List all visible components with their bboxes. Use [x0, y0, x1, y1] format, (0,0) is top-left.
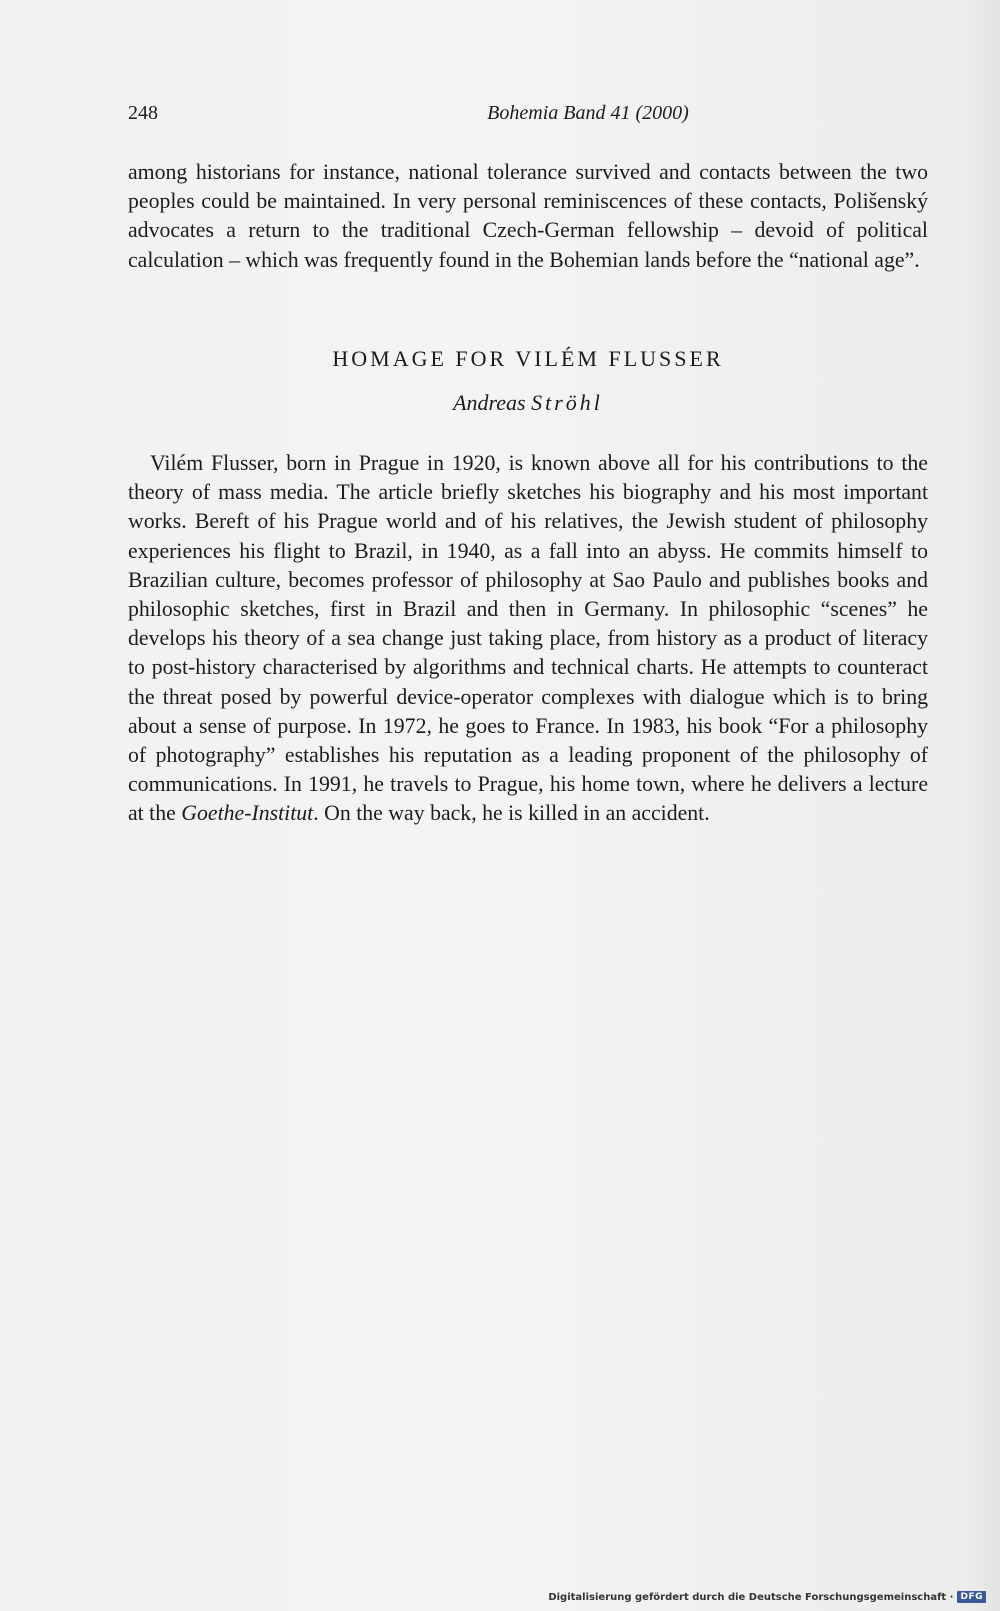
abstract-text: Vilém Flusser, born in Prague in 1920, is known above all for his contributions to the theory of mass media. The article briefly sketches his biography and his most important works. Bereft of his Prague world and of his relatives, the Jewish student of philosophy experiences his flight to Brazil, in 1940, as a fall into an abyss. He commits himself to Brazilian culture, becomes professor of philosophy at Sao Paulo and publishes books and philosophic sketches, first in Brazil and then in Germany. In philosophic “scenes” he develops his theory of a sea change just taking place, from history as a product of literacy to post-history characterised by algorithms and technical charts. He attempts to counteract the threat posed by powerful device-operator complexes with dialogue which is to bring about a sense of purpose. In 1972, he goes to France. In 1983, his book “For a philosophy of photography” establishes his reputation as a leading proponent of the philosophy of communications. In 1991, he travels to Prague, his home town, where he delivers a lecture at the — [128, 451, 928, 826]
author-surname: Ströhl — [531, 390, 603, 415]
intro-paragraph: among historians for instance, national tolerance survived and contacts between the two peoples could be maintained. In very personal reminiscences of these contacts, Polišenský advocates a return to the traditional Czech-German fellowship – devoid of political calculation – which was frequently found in the Bohemian lands before the “national age”. — [128, 160, 928, 272]
running-head — [128, 102, 928, 128]
digitization-note: Digitalisierung gefördert durch die Deutsche Forschungsgemeinschaft · — [548, 1591, 954, 1603]
abstract-italic-institution: Goethe-Institut — [181, 801, 314, 826]
journal-title: Bohemia Band 41 (2000) — [487, 102, 689, 124]
abstract-paragraph — [128, 449, 928, 829]
article-title: HOMAGE FOR VILÉM FLUSSER — [332, 346, 724, 371]
author-given-name: Andreas — [453, 390, 526, 415]
dfg-logo-icon: DFG — [957, 1591, 986, 1603]
digitization-footer — [548, 1591, 986, 1603]
abstract-ending: . On the way back, he is killed in an accident. — [313, 801, 710, 826]
page-number: 248 — [128, 102, 158, 124]
article-author — [128, 390, 928, 416]
